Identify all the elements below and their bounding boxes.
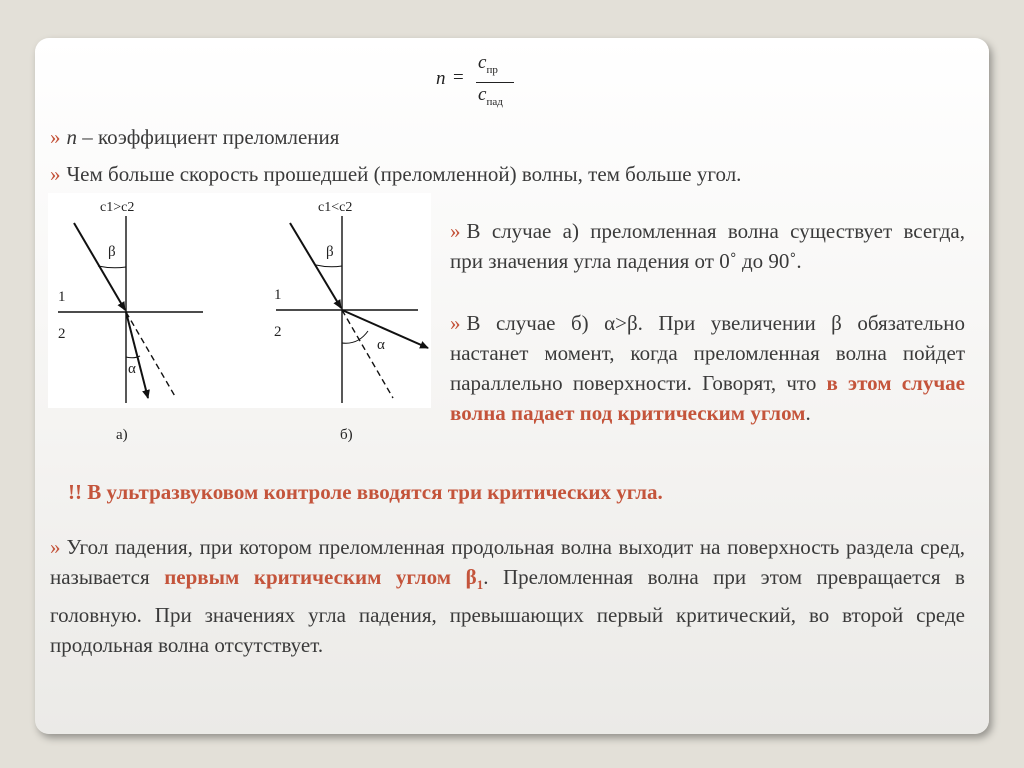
diagram-b-condition: c1<c2 [318, 200, 353, 215]
diagram-a-refracted-ray [126, 312, 148, 398]
diagram-a-beta: β [108, 244, 116, 260]
formula-numerator: $c_{пр}$ [478, 52, 498, 76]
diagram-b-medium-1: 1 [274, 287, 282, 303]
formula-n: n [436, 68, 446, 89]
diagram-b-incident-ray [290, 223, 341, 308]
refraction-diagrams [48, 193, 431, 408]
critical-angles-warning: !! В ультразвуковом контроле вводятся три критических угла. [68, 480, 663, 504]
case-b-text: В случае б) α>β. При увеличении β обязательно настанет момент, когда преломленная волна пойдет параллельно поверхности. Говорят, что [450, 311, 965, 395]
bullet-marker: » [50, 125, 61, 149]
bottom-text-1: Угол падения, при котором преломленная продольная волна выходит на поверхность раздела сред, называется [50, 535, 965, 589]
bullet-marker: » [50, 535, 61, 559]
diagram-a [58, 200, 203, 403]
bullet-text: – коэффициент преломления [77, 125, 340, 149]
diagram-b-alpha-arc [342, 331, 368, 343]
formula-fraction-bar [476, 82, 514, 83]
diagram-a-beta-arc [98, 266, 126, 268]
bottom-text-2: . Преломленная волна при этом превращается в головную. При значениях угла падения, превышающих первый критический, во второй среде продольная волна отсутствует. [50, 565, 965, 658]
case-a-text: В случае а) преломленная волна существует всегда, при значения угла падения от 0˚ до 90˚. [450, 219, 965, 273]
bullet-marker: » [450, 311, 461, 335]
bullet-speed-angle [50, 159, 741, 189]
refraction-diagrams-svg [48, 193, 431, 408]
diagram-b-extension-line [342, 310, 393, 398]
formula-equals: = [453, 67, 464, 88]
bullet-marker: » [50, 162, 61, 186]
refraction-formula [436, 52, 536, 114]
bullet-marker: » [450, 219, 461, 243]
case-b-paragraph [450, 308, 965, 428]
diagram-a-alpha: α [128, 361, 136, 377]
critical-angle-highlight: в этом случае волна падает под критическим углом [450, 371, 966, 425]
diagram-b-medium-2: 2 [274, 324, 282, 340]
diagram-a-condition: c1>c2 [100, 200, 135, 215]
bullet-var-n: n [66, 125, 77, 149]
bullet-text: Чем больше скорость прошедшей (преломленной) волны, тем больше угол. [66, 162, 742, 186]
case-b-end: . [805, 401, 811, 425]
diagram-a-medium-1: 1 [58, 289, 66, 305]
case-a-paragraph [450, 216, 965, 276]
diagram-a-medium-2: 2 [58, 326, 66, 342]
diagram-b-caption: б) [340, 427, 353, 443]
first-critical-angle-highlight: первым критическим углом $\beta_1$ [164, 565, 484, 593]
bullet-refraction-index [50, 122, 339, 152]
diagram-b-beta: β [326, 244, 334, 260]
diagram-b [274, 200, 428, 403]
diagram-a-extension-line [126, 312, 176, 398]
diagram-b-alpha: α [377, 337, 385, 353]
diagram-b-beta-arc [316, 265, 342, 267]
formula-denominator: $c_{пад}$ [478, 84, 503, 108]
diagram-a-caption: а) [116, 427, 128, 443]
first-critical-angle-paragraph [50, 532, 965, 660]
diagram-b-refracted-ray [342, 310, 428, 348]
